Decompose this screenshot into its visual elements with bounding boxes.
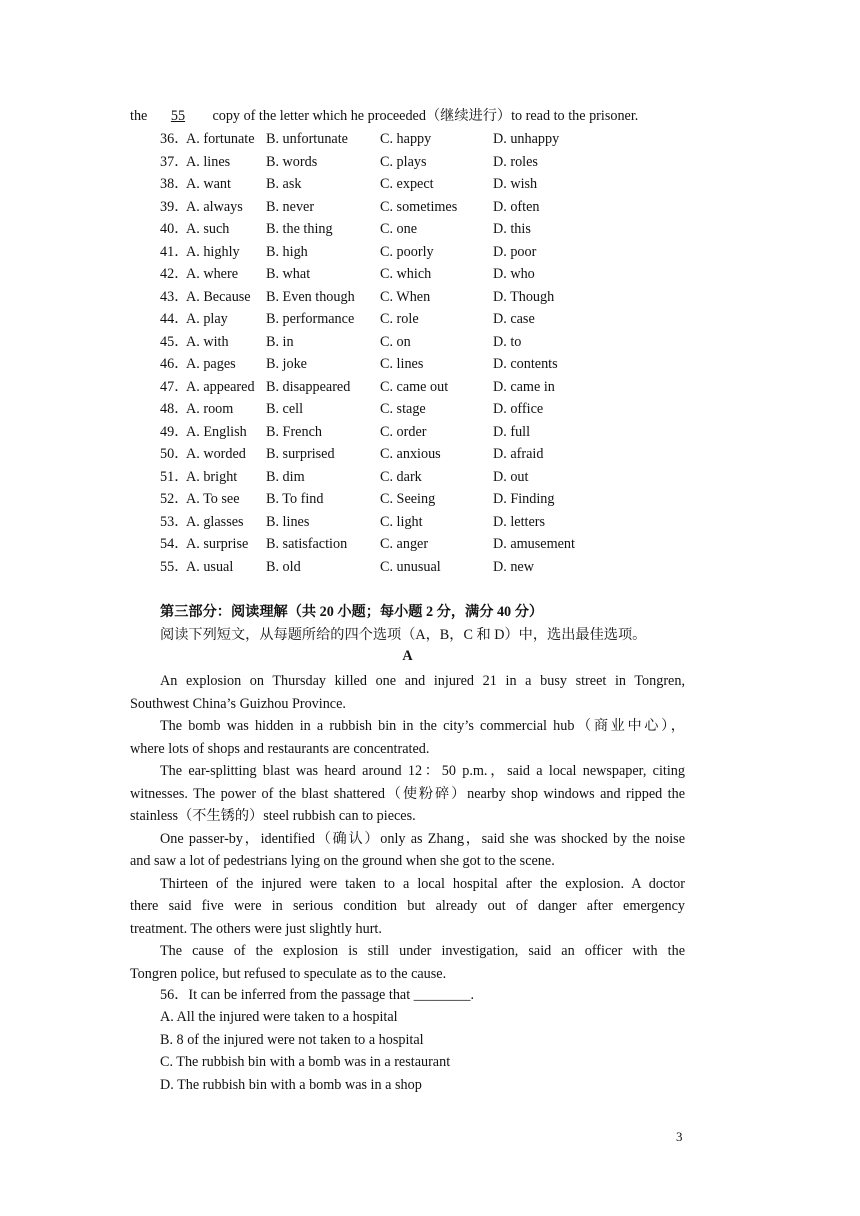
option-b: B. Even though <box>266 288 355 305</box>
option-number: 53． <box>160 513 189 530</box>
passage-line: One passer-by，identified（确认）only as Zhang，said she was shocked by the noise <box>160 830 685 847</box>
option-number: 45． <box>160 333 189 350</box>
option-c: C. lines <box>380 356 424 372</box>
question-stem: 56．It can be inferred from the passage that ________. <box>160 987 474 1003</box>
option-d: D. came in <box>493 378 555 395</box>
option-a: A. want <box>186 176 231 192</box>
passage-paragraph <box>130 873 685 941</box>
option-b: B. French <box>266 423 322 440</box>
option-b: B. performance <box>266 311 355 327</box>
option-b: B. To find <box>266 491 324 507</box>
passage-line: The cause of the explosion is still under investigation, said an officer with the <box>160 943 685 959</box>
passage-line: Thirteen of the injured were taken to a local hospital after the explosion. A doctor <box>160 875 685 892</box>
option-b: B. lines <box>266 513 310 530</box>
option-a: A. English <box>186 423 247 440</box>
blank-number: 55 <box>170 108 186 124</box>
option-number: 44． <box>160 311 189 327</box>
option-a: A. To see <box>186 491 240 507</box>
passage-paragraph <box>130 715 685 760</box>
intro-line <box>130 107 638 125</box>
option-c: C. plays <box>380 153 427 170</box>
option-c: C. anxious <box>380 446 441 462</box>
choice-b: B. 8 of the injured were not taken to a hospital <box>160 1032 424 1048</box>
option-a: A. surprise <box>186 536 249 552</box>
option-c: C. role <box>380 311 419 327</box>
option-number: 49． <box>160 423 189 440</box>
passage-line: witnesses. The power of the blast shattered（使粉碎）nearby shop windows and ripped the <box>130 785 685 802</box>
option-d: D. case <box>493 311 535 327</box>
option-b: B. the thing <box>266 221 333 237</box>
option-b: B. what <box>266 266 311 282</box>
option-b: B. high <box>266 243 308 260</box>
option-c: C. Seeing <box>380 491 436 507</box>
option-d: D. office <box>493 401 544 417</box>
option-c: C. order <box>380 423 427 440</box>
option-c: C. on <box>380 333 411 350</box>
option-d: D. out <box>493 468 529 485</box>
option-d: D. full <box>493 423 531 440</box>
option-d: D. Though <box>493 288 555 305</box>
option-a: A. bright <box>186 468 238 485</box>
option-d: D. new <box>493 558 534 575</box>
passage-line: Tongren police, but refused to speculate as to the cause. <box>130 965 447 982</box>
intro-suffix: copy of the letter which he proceeded（继续进行）to read to the prisoner. <box>212 108 639 124</box>
option-b: B. old <box>266 558 301 575</box>
option-d: D. afraid <box>493 446 544 462</box>
passage-paragraph <box>130 760 685 828</box>
option-number: 41． <box>160 243 189 260</box>
option-b: B. joke <box>266 356 307 372</box>
passage-line: The ear-splitting blast was heard around 12：50 p.m.，said a local newspaper, citing <box>160 763 685 779</box>
intro-prefix: the <box>130 108 148 124</box>
option-number: 46． <box>160 356 189 372</box>
option-number: 36． <box>160 131 189 147</box>
page-number: 3 <box>676 1129 683 1144</box>
passage-line: and saw a lot of pedestrians lying on the ground when she got to the scene. <box>130 853 555 869</box>
option-a: A. Because <box>186 288 251 305</box>
option-c: C. which <box>380 266 432 282</box>
option-c: C. unusual <box>380 558 441 575</box>
passage-line: stainless（不生锈的）steel rubbish can to pieces. <box>130 808 416 824</box>
passage-line: The bomb was hidden in a rubbish bin in the city’s commercial hub（商业中心）， <box>160 718 685 734</box>
passage-line: there said five were in serious condition but already out of danger after emergency <box>130 898 685 914</box>
option-d: D. contents <box>493 356 558 372</box>
passage-paragraph <box>130 670 685 715</box>
option-number: 38． <box>160 176 189 192</box>
option-b: B. never <box>266 198 315 215</box>
option-a: A. worded <box>186 446 246 462</box>
choice-c: C. The rubbish bin with a bomb was in a restaurant <box>160 1054 451 1070</box>
option-number: 55． <box>160 558 189 575</box>
option-d: D. this <box>493 221 531 237</box>
option-b: B. satisfaction <box>266 536 348 552</box>
option-number: 47． <box>160 378 189 395</box>
option-d: D. letters <box>493 513 546 530</box>
option-b: B. unfortunate <box>266 131 348 147</box>
passage-label: A <box>402 648 413 664</box>
option-b: B. words <box>266 153 318 170</box>
section-title: 第三部分：阅读理解（共 20 小题；每小题 2 分，满分 40 分） <box>160 604 544 620</box>
option-number: 48． <box>160 401 189 417</box>
option-b: B. in <box>266 333 294 350</box>
option-a: A. glasses <box>186 513 244 530</box>
passage-line: where lots of shops and restaurants are concentrated. <box>130 740 430 757</box>
option-d: D. amusement <box>493 536 575 552</box>
option-a: A. room <box>186 401 234 417</box>
option-b: B. cell <box>266 401 304 417</box>
option-d: D. to <box>493 333 522 350</box>
option-a: A. appeared <box>186 378 255 395</box>
option-a: A. where <box>186 266 238 282</box>
option-a: A. usual <box>186 558 234 575</box>
option-d: D. unhappy <box>493 131 560 147</box>
choice-a: A. All the injured were taken to a hospital <box>160 1009 398 1025</box>
option-a: A. lines <box>186 153 231 170</box>
passage-line: An explosion on Thursday killed one and injured 21 in a busy street in Tongren, <box>160 673 685 689</box>
section-instruction: 阅读下列短文，从每题所给的四个选项（A，B，C 和 D）中，选出最佳选项。 <box>160 627 647 643</box>
option-c: C. one <box>380 221 418 237</box>
option-d: D. roles <box>493 153 538 170</box>
option-c: C. light <box>380 513 423 530</box>
option-number: 42． <box>160 266 189 282</box>
option-number: 39． <box>160 198 189 215</box>
option-a: A. highly <box>186 243 240 260</box>
option-number: 54． <box>160 536 189 552</box>
option-c: C. happy <box>380 131 432 147</box>
option-a: A. such <box>186 221 230 237</box>
option-number: 40． <box>160 221 189 237</box>
option-c: C. poorly <box>380 243 434 260</box>
option-b: B. disappeared <box>266 378 351 395</box>
option-a: A. fortunate <box>186 131 255 147</box>
passage-paragraph <box>130 828 685 873</box>
passage-line: treatment. The others were just slightly hurt. <box>130 920 382 937</box>
option-d: D. who <box>493 266 535 282</box>
option-c: C. sometimes <box>380 198 458 215</box>
option-c: C. anger <box>380 536 429 552</box>
choice-d: D. The rubbish bin with a bomb was in a shop <box>160 1077 422 1093</box>
passage-paragraph <box>130 940 685 985</box>
option-a: A. always <box>186 198 243 215</box>
option-d: D. Finding <box>493 491 555 507</box>
option-number: 51． <box>160 468 189 485</box>
option-c: C. When <box>380 288 431 305</box>
option-d: D. wish <box>493 176 538 192</box>
option-c: C. came out <box>380 378 449 395</box>
option-c: C. stage <box>380 401 426 417</box>
passage-line: Southwest China’s Guizhou Province. <box>130 695 346 712</box>
option-d: D. often <box>493 198 540 215</box>
option-b: B. ask <box>266 176 302 192</box>
option-a: A. play <box>186 311 228 327</box>
option-number: 37． <box>160 153 189 170</box>
option-number: 43． <box>160 288 189 305</box>
option-number: 52． <box>160 491 189 507</box>
option-number: 50． <box>160 446 189 462</box>
option-b: B. dim <box>266 468 305 485</box>
option-c: C. dark <box>380 468 422 485</box>
option-c: C. expect <box>380 176 434 192</box>
option-a: A. pages <box>186 356 236 372</box>
option-b: B. surprised <box>266 446 335 462</box>
option-a: A. with <box>186 333 229 350</box>
option-d: D. poor <box>493 243 537 260</box>
